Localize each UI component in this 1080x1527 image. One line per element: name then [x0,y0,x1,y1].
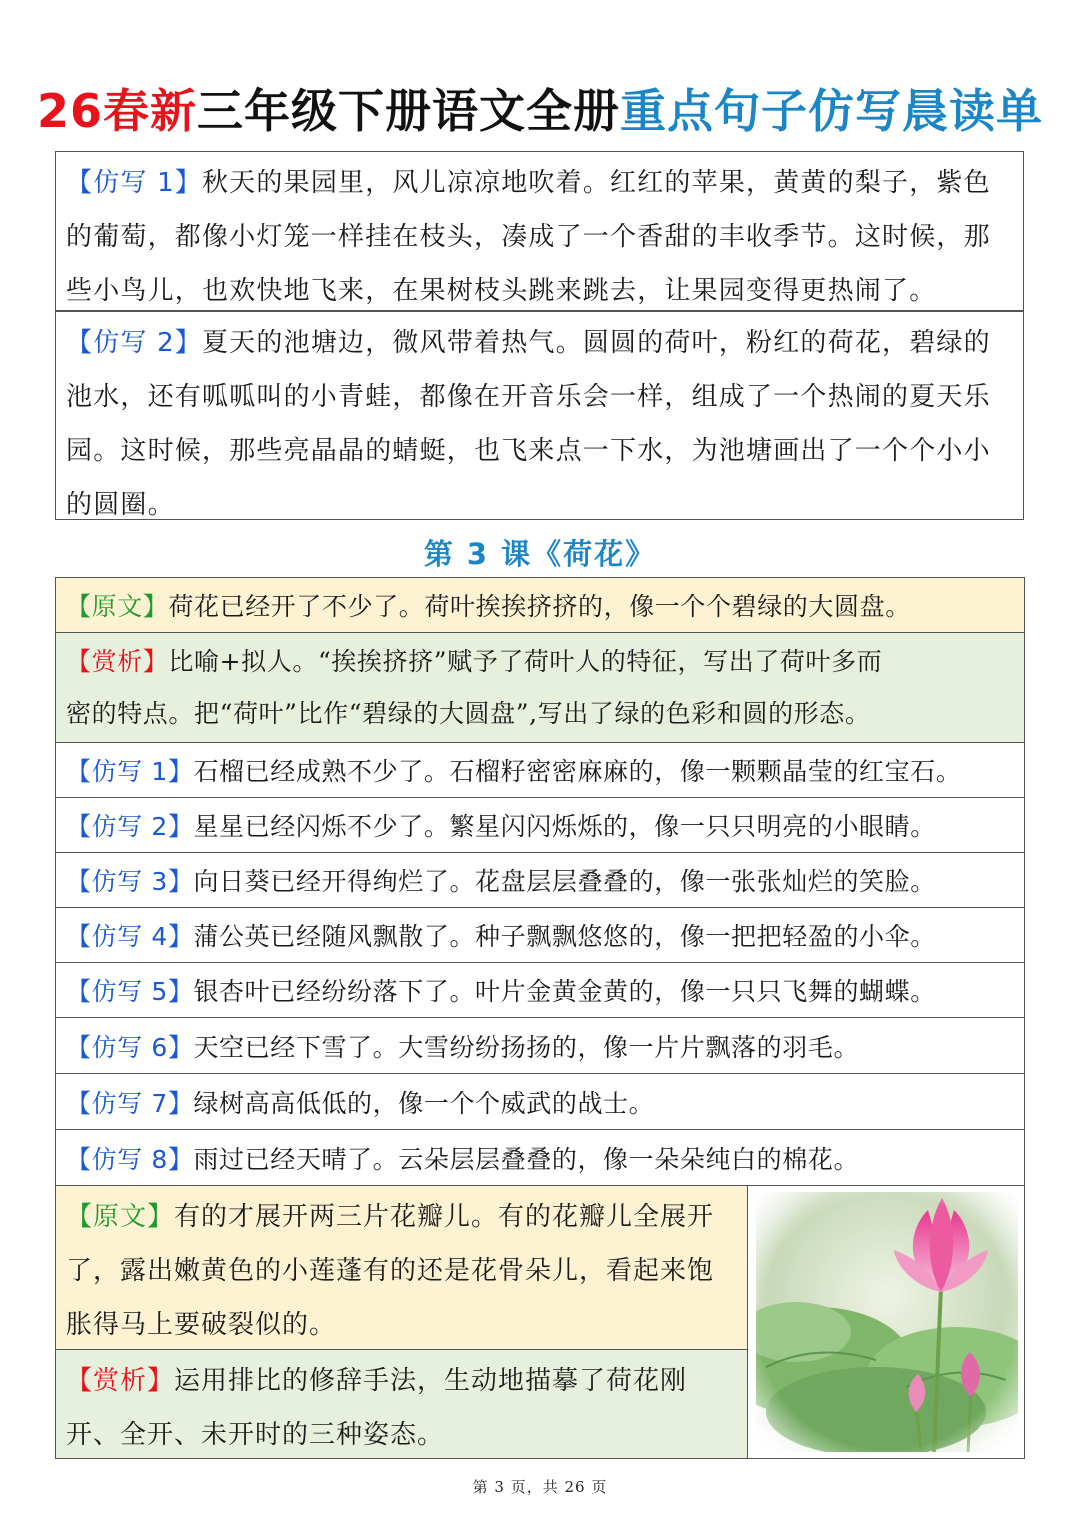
title-part-red: 26春新 [36,84,197,138]
original-label: 【原文】 [66,1202,175,1232]
imitation-cell [56,1018,1025,1074]
imitation-box-1 [55,151,1024,311]
imitation-label: 【仿写 6】 [66,1032,194,1062]
analysis-cell [56,633,1025,743]
imitation-text: 绿树高高低低的，像一个个威武的战士。 [193,1088,655,1118]
lotus-photo [756,1192,1018,1452]
analysis-text: 运用排比的修辞手法，生动地描摹了荷花刚开、全开、未开时的三种姿态。 [66,1366,688,1450]
imitation-text: 向日葵已经开得绚烂了。花盘层层叠叠的，像一张张灿烂的笑脸。 [193,867,936,896]
imitation-cell [56,963,1025,1018]
table-row [56,963,1025,1018]
imitation-cell [56,908,1025,963]
imitation-label: 【仿写 4】 [66,922,194,951]
imitation-text: 秋天的果园里，风儿凉凉地吹着。红红的苹果，黄黄的梨子，紫色的葡萄，都像小灯笼一样挂在枝头，凑成了一个香甜的丰收季节。这时候，那些小鸟儿，也欢快地飞来，在果树枝头跳来跳去，让果园变得更热闹了。 [66,168,991,306]
table-row [56,1018,1025,1074]
original-text: 荷花已经开了不少了。荷叶挨挨挤挤的，像一个个碧绿的大圆盘。 [168,592,911,621]
page-footer: 第 3 页，共 26 页 [472,1478,608,1496]
imitation-text: 蒲公英已经随风飘散了。种子飘飘悠悠的，像一把把轻盈的小伞。 [193,922,936,951]
imitation-text: 天空已经下雪了。大雪纷纷扬扬的，像一片片飘落的羽毛。 [193,1032,860,1062]
table-row [56,1130,1025,1186]
lotus-section [55,1185,1025,1459]
imitation-box-2 [55,311,1024,520]
table-row [56,633,1025,743]
page-title [0,78,1080,144]
analysis-paragraph-2 [56,1350,747,1462]
imitation-cell [56,1074,1025,1130]
imitation-cell [56,743,1025,798]
imitation-label: 【仿写 5】 [66,977,194,1006]
imitation-text: 银杏叶已经纷纷落下了。叶片金黄金黄的，像一只只飞舞的蝴蝶。 [193,977,936,1006]
analysis-label: 【赏析】 [66,646,169,676]
imitation-text: 夏天的池塘边，微风带着热气。圆圆的荷叶，粉红的荷花，碧绿的池水，还有呱呱叫的小青蛙，都像在开音乐会一样，组成了一个热闹的夏天乐园。这时候，那些亮晶晶的蜻蜓，也飞来点一下水，为池塘画出了一个个小小的圆圈。 [66,328,991,520]
imitation-label: 【仿写 1】 [66,757,194,786]
original-label: 【原文】 [66,592,169,621]
title-part-black: 三年级下册语文全册 [197,84,620,138]
lesson-table [55,577,1025,1186]
imitation-label: 【仿写 7】 [66,1088,194,1118]
imitation-cell [56,1130,1025,1186]
imitation-cell [56,798,1025,853]
original-cell-2 [56,1186,748,1350]
imitation-text: 石榴已经成熟不少了。石榴籽密密麻麻的，像一颗颗晶莹的红宝石。 [193,757,962,786]
title-part-blue: 重点句子仿写晨读单 [620,84,1043,138]
imitation-label: 【仿写 2】 [66,328,203,358]
table-row [56,798,1025,853]
analysis-label: 【赏析】 [66,1366,175,1396]
imitation-text: 雨过已经天晴了。云朵层层叠叠的，像一朵朵纯白的棉花。 [193,1144,860,1174]
imitation-label: 【仿写 2】 [66,812,194,841]
imitation-cell [56,853,1025,908]
imitation-text: 星星已经闪烁不少了。繁星闪闪烁烁的，像一只只明亮的小眼睛。 [193,812,936,841]
imitation-label: 【仿写 1】 [66,168,203,198]
lotus-image [756,1192,1018,1452]
original-text: 有的才展开两三片花瓣儿。有的花瓣儿全展开了，露出嫩黄色的小莲蓬有的还是花骨朵儿，看起来饱胀得马上要破裂似的。 [66,1202,715,1340]
imitation-paragraph-2 [56,312,1023,532]
imitation-label: 【仿写 8】 [66,1144,194,1174]
table-row [56,743,1025,798]
table-row [56,908,1025,963]
imitation-paragraph-1 [56,152,1023,318]
imitation-label: 【仿写 3】 [66,867,194,896]
analysis-cell-2 [56,1350,748,1458]
table-row [56,578,1025,633]
table-row [56,1074,1025,1130]
analysis-line-2: 密的特点。把“荷叶”比作“碧绿的大圆盘”,写出了绿的色彩和圆的形态。 [66,698,871,728]
table-row [56,853,1025,908]
analysis-line-1: 比喻+拟人。“挨挨挤挤”赋予了荷叶人的特征，写出了荷叶多而 [168,646,883,676]
original-cell [56,578,1025,633]
original-paragraph-2 [56,1186,747,1352]
lesson-title: 第 3 课《荷花》 [423,537,657,571]
